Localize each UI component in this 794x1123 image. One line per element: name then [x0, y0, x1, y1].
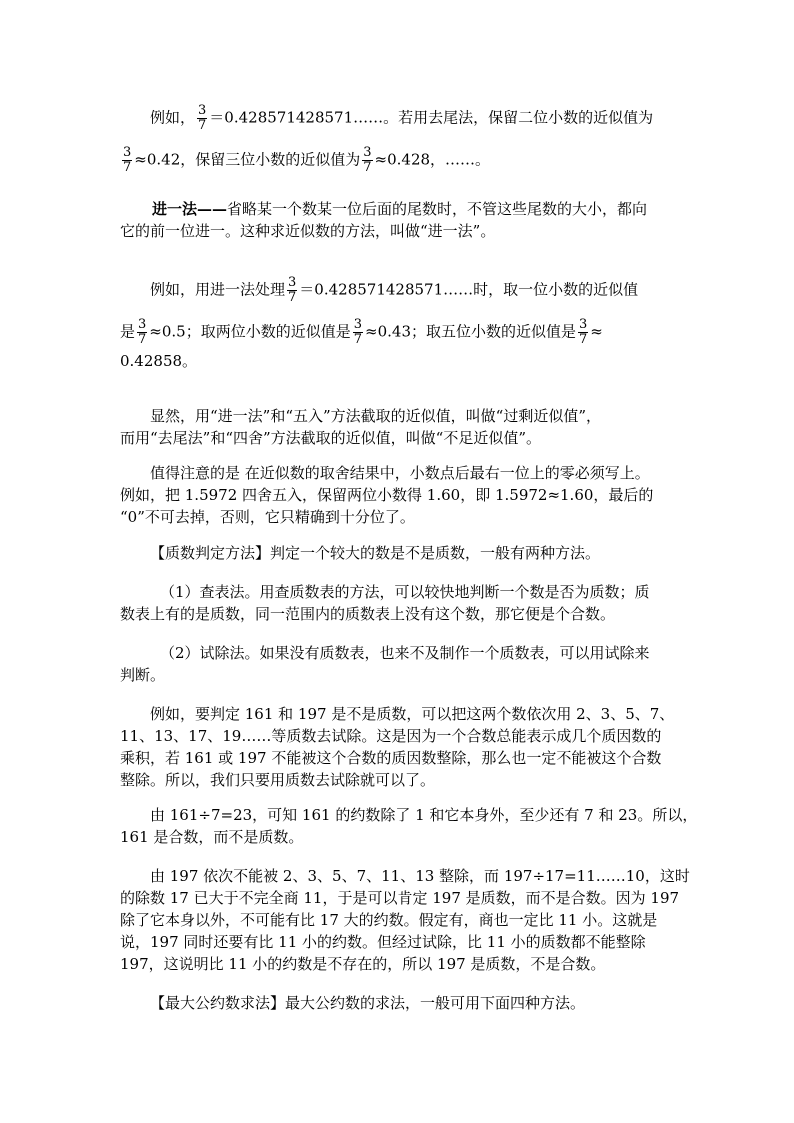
fraction-3-7: $\frac{3}{7}$ — [363, 145, 372, 175]
p197-line3: 除了它本身以外，不可能有比 17 大的约数。假定有，商也一定比 11 小。这就是 — [120, 911, 658, 929]
text: 例如，用进一法处理 — [150, 280, 286, 299]
example3-line1: 例如，要判定 161 和 197 是不是质数，可以把这两个数依次用 2、3、5、7、 — [150, 705, 675, 723]
example2-line1 — [150, 276, 638, 305]
p197-line2: 的除数 17 已大于不完全商 11，于是可以肯定 197 是质数，而不是合数。因为 197 — [120, 889, 680, 907]
zhishu-heading: 【质数判定方法】判定一个较大的数是不是质数，一般有两种方法。 — [150, 544, 601, 562]
shichu-line2: 判断。 — [120, 666, 166, 684]
example1-line1 — [150, 104, 653, 133]
guoshen-line1: 显然，用“进一法”和“五入”方法截取的近似值，叫做“过剩近似值”， — [150, 407, 602, 425]
zhide-line1: 值得注意的是 在近似数的取舍结果中，小数点后最右一位上的零必须写上。 — [150, 464, 650, 482]
fraction-3-7: $\frac{3}{7}$ — [578, 317, 588, 347]
fraction-3-7: $\frac{3}{7}$ — [198, 103, 207, 133]
text: ＝0.428571428571……时，取一位小数的近似值 — [299, 280, 639, 299]
example2-line2 — [120, 318, 603, 347]
fraction-3-7: $\frac{3}{7}$ — [353, 317, 363, 347]
example3-line3: 乘积，若 161 或 197 不能被这个合数的质因数整除，那么也一定不能被这个合数 — [120, 749, 662, 767]
text: ≈0.428，……。 — [374, 150, 491, 169]
p197-line4: 说，197 同时还要有比 11 小的约数。但经过试除，比 11 小的质数都不能整除 — [120, 933, 646, 951]
p161-line2: 161 是合数，而不是质数。 — [120, 828, 304, 846]
guoshen-line2: 而用“去尾法”和“四舍”方法截取的近似值，叫做“不足近似值”。 — [120, 429, 542, 447]
example3-line2: 11、13、17、19……等质数去试除。这是因为一个合数总能表示成几个质因数的 — [120, 727, 662, 745]
p197-line5: 197，这说明比 11 小的约数是不存在的，所以 197 是质数，不是合数。 — [120, 955, 606, 973]
jinyi-line2: 它的前一位进一。这种求近似数的方法，叫做“进一法”。 — [120, 222, 496, 240]
text: ≈0.42，保留三位小数的近似值为 — [134, 150, 361, 169]
text: ＝0.428571428571……。若用去尾法，保留二位小数的近似值为 — [209, 108, 654, 127]
fraction-3-7: $\frac{3}{7}$ — [288, 275, 297, 305]
shichu-line1: （2）试除法。如果没有质数表，也来不及制作一个质数表，可以用试除来 — [160, 644, 650, 662]
text: ≈0.43；取五位小数的近似值是 — [365, 322, 576, 341]
example2-line3: 0.42858。 — [120, 352, 198, 370]
jinyi-line1 — [152, 199, 647, 219]
fraction-3-7: $\frac{3}{7}$ — [123, 145, 132, 175]
zhide-line2: 例如，把 1.5972 四舍五入，保留两位小数得 1.60，即 1.5972≈1.60，最后的 — [120, 486, 654, 504]
text: 省略某一个数某一位后面的尾数时，不管这些尾数的大小，都向 — [227, 200, 648, 218]
zhide-line3: “0”不可去掉，否则，它只精确到十分位了。 — [120, 508, 415, 526]
chabiao-line1: （1）查表法。用查质数表的方法，可以较快地判断一个数是否为质数；质 — [160, 583, 650, 601]
gcd-heading: 【最大公约数求法】最大公约数的求法，一般可用下面四种方法。 — [150, 994, 586, 1012]
text: 例如， — [150, 108, 196, 127]
chabiao-line2: 数表上有的是质数，同一范围内的质数表上没有这个数，那它便是个合数。 — [120, 605, 616, 623]
example3-line4: 整除。所以，我们只要用质数去试除就可以了。 — [120, 771, 436, 789]
p197-line1: 由 197 依次不能被 2、3、5、7、11、13 整除，而 197÷17=11……10，这时 — [150, 867, 690, 885]
p161-line1: 由 161÷7=23，可知 161 的约数除了 1 和它本身外，至少还有 7 和 23。所以， — [150, 806, 698, 824]
text: ≈0.5；取两位小数的近似值是 — [149, 322, 351, 341]
text: 是 — [120, 322, 136, 341]
term-jinyi: 进一法—— — [152, 200, 228, 218]
text: ≈ — [590, 322, 603, 341]
example1-line2 — [120, 146, 490, 175]
fraction-3-7: $\frac{3}{7}$ — [138, 317, 147, 347]
